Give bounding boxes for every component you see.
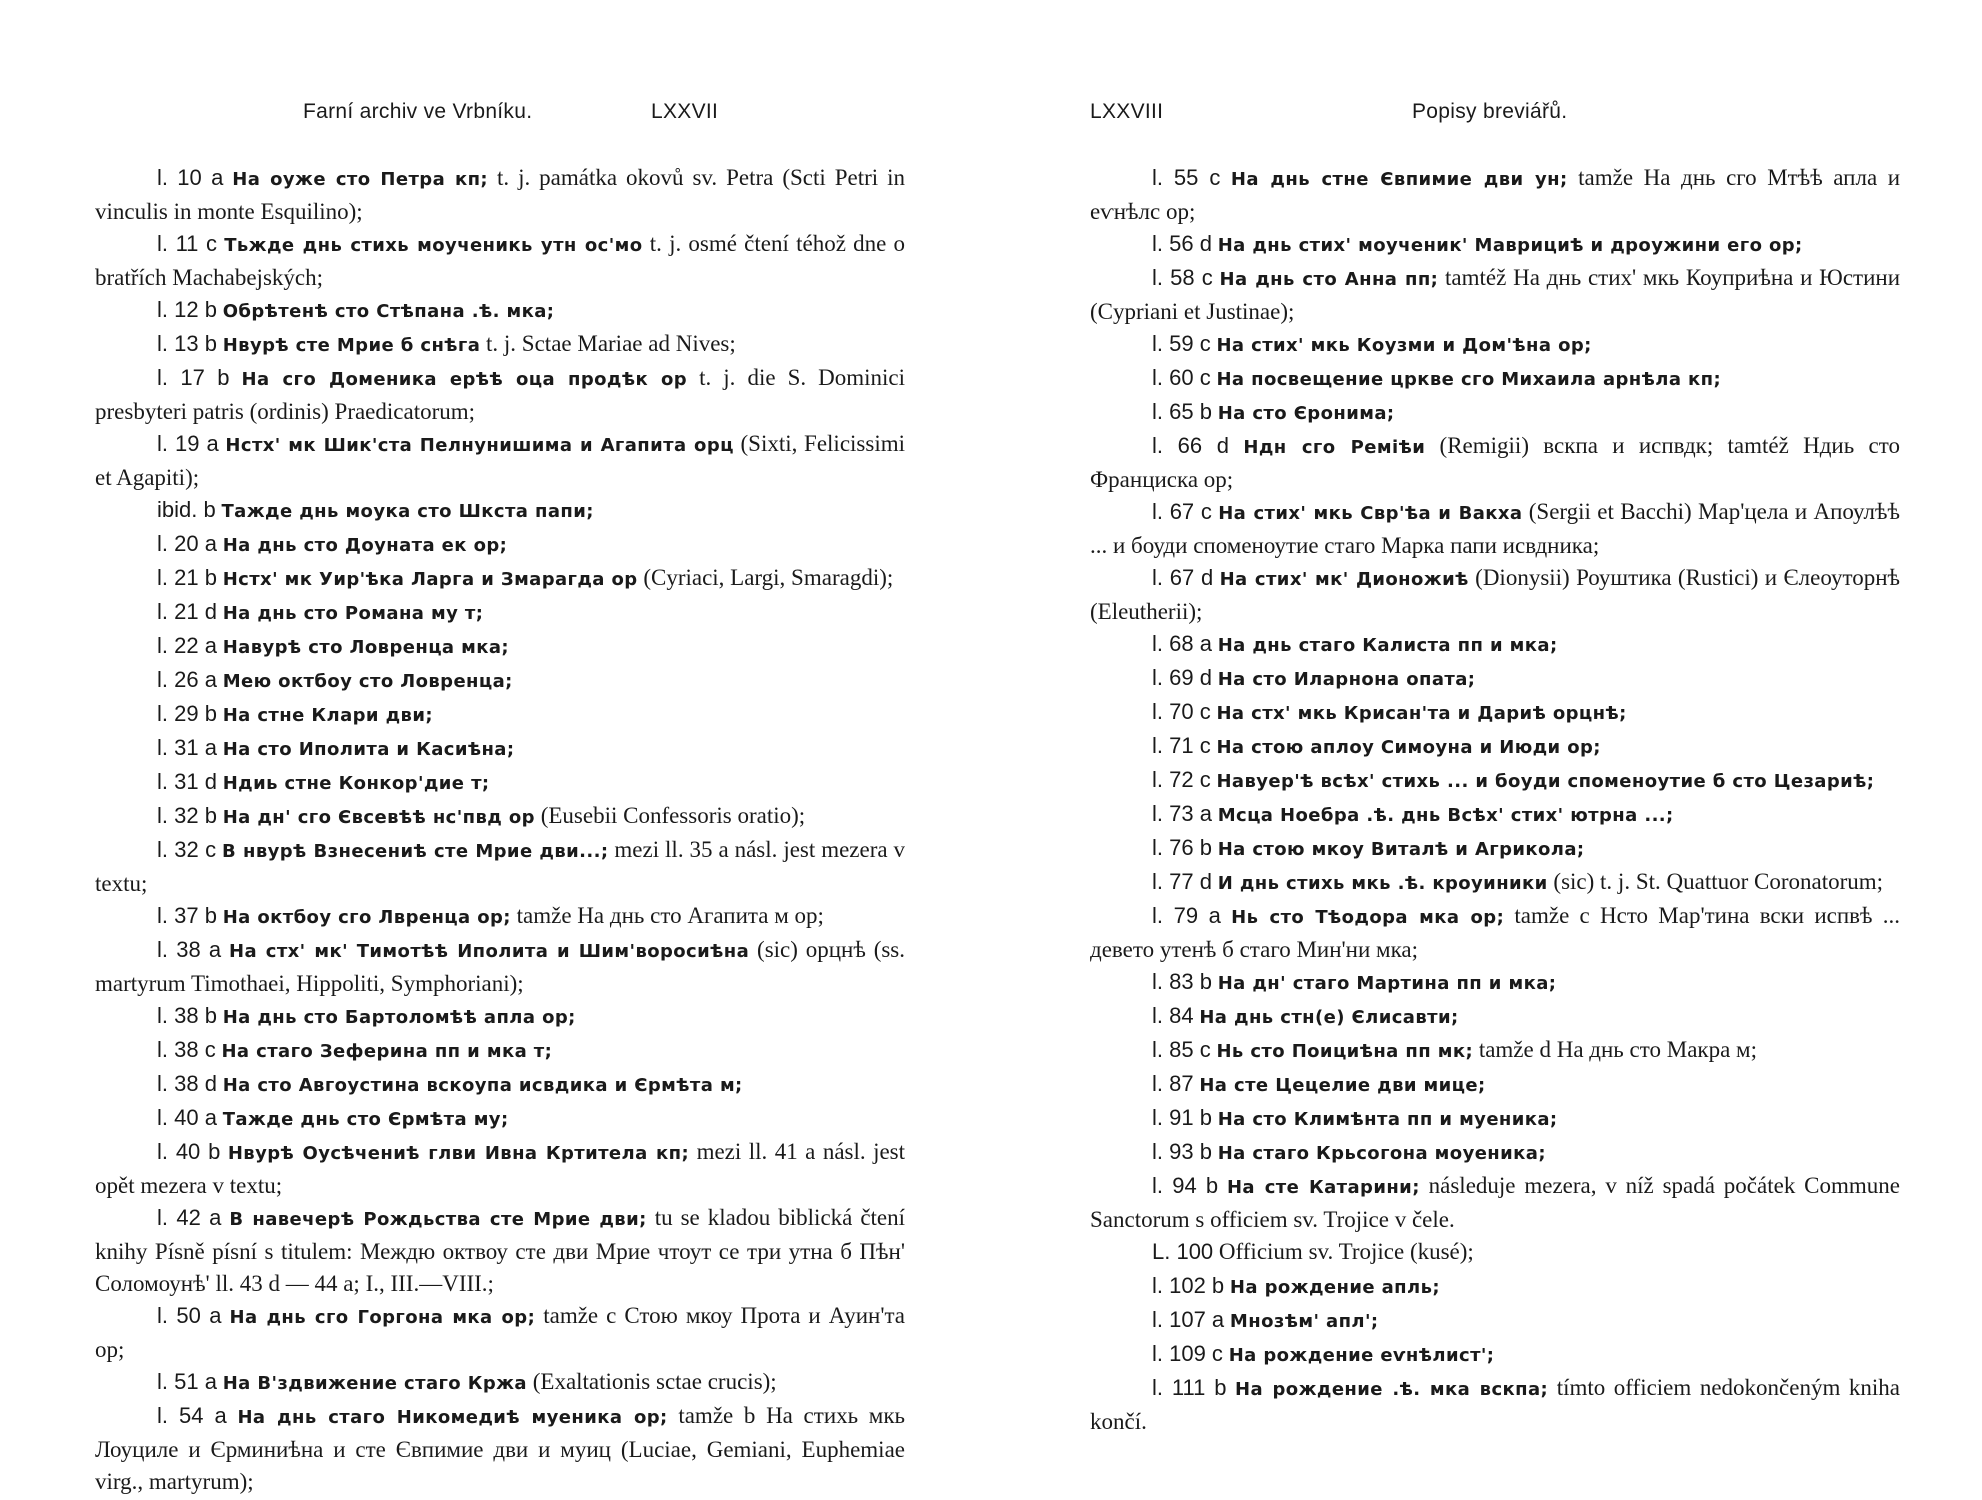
entry-folio-ref: l. 55 c — [1152, 165, 1221, 190]
entry-slavonic-text: Тьжде днь стихь моученикь утн ос'мо — [224, 235, 643, 256]
entry-slavonic-text: Нвурѣ Оусѣчениѣ глви Ивна Кртитела кп; — [227, 1143, 690, 1164]
entry-slavonic-text: На рождение еѵнѣлист'; — [1228, 1345, 1495, 1366]
entry-folio-ref: l. 31 a — [157, 735, 217, 760]
entry-description: (sic) t. j. St. Quattuor Coronatorum; — [1553, 869, 1884, 894]
entry — [1090, 430, 1900, 496]
entry-folio-ref: l. 22 a — [157, 633, 217, 658]
entry-slavonic-text: На стаго Зеферина пп и мка т; — [221, 1041, 553, 1062]
entry-slavonic-text: Навурѣ сто Ловренца мка; — [222, 637, 510, 658]
entry — [1090, 730, 1900, 764]
entry-folio-ref: l. 76 b — [1152, 835, 1212, 860]
entry-folio-ref: l. 65 b — [1152, 399, 1212, 424]
entry-folio-ref: l. 109 c — [1152, 1341, 1223, 1366]
entry-slavonic-text: На рождение .ѣ. мка вскпа; — [1235, 1379, 1549, 1400]
entry — [1090, 1068, 1900, 1102]
entry-description: tamže На днь сто Агапита м ор; — [516, 903, 824, 928]
entry-description: tamže d На днь сто Макра м; — [1478, 1037, 1757, 1062]
entry-folio-ref: l. 21 d — [157, 599, 217, 624]
entry — [95, 162, 905, 228]
entry-slavonic-text: На стх' мк' Тимотѣѣ Иполита и Шим'воросиѣна — [228, 941, 750, 962]
entry-slavonic-text: На сте Цецелие дви мице; — [1199, 1075, 1486, 1096]
entry-folio-ref: l. 84 — [1152, 1003, 1194, 1028]
entry — [95, 766, 905, 800]
entry-folio-ref: l. 54 a — [157, 1403, 227, 1428]
entry-slavonic-text: В навечерѣ Рождьства сте Мрие дви; — [229, 1209, 647, 1230]
entry-slavonic-text: На днь сто Бартоломѣѣ апла ор; — [222, 1007, 576, 1028]
entry-slavonic-text: На стих' мкь Свр'ѣа и Вакха — [1218, 503, 1523, 524]
page-body — [95, 162, 905, 1498]
entry — [1090, 1236, 1900, 1270]
entry-description: Officium sv. Trojice (kusé); — [1218, 1239, 1474, 1264]
entry-folio-ref: l. 87 — [1152, 1071, 1194, 1096]
entry — [1090, 262, 1900, 328]
entry-slavonic-text: На стх' мкь Крисан'та и Дариѣ орцнѣ; — [1216, 703, 1627, 724]
entry-slavonic-text: На днь стаго Калиста пп и мка; — [1217, 635, 1558, 656]
entry — [95, 800, 905, 834]
entry — [95, 328, 905, 362]
entry-slavonic-text: Обрѣтенѣ сто Стѣпана .ѣ. мка; — [222, 301, 555, 322]
entry-slavonic-text: На днь сто Анна пп; — [1219, 269, 1439, 290]
entry-folio-ref: l. 77 d — [1152, 869, 1212, 894]
entry-slavonic-text: Тажде днь моука сто Шкста папи; — [221, 501, 594, 522]
entry-description: (sic) орцнѣ (ss. martyrum Timothaei, Hippoliti, Symphoriani); — [95, 937, 906, 996]
entry — [95, 934, 905, 1000]
entry-folio-ref: l. 26 a — [157, 667, 217, 692]
entry-slavonic-text: На стих' мкь Коузми и Дом'ѣна ор; — [1216, 335, 1592, 356]
entry-slavonic-text: На сто Климѣнта пп и муеника; — [1217, 1109, 1558, 1130]
entry — [1090, 900, 1900, 966]
entry — [1090, 1338, 1900, 1372]
entry — [1090, 328, 1900, 362]
entry-folio-ref: l. 111 b — [1152, 1375, 1227, 1400]
entry-slavonic-text: На днь стне Євпимие дви ун; — [1230, 169, 1568, 190]
entry-folio-ref: l. 38 c — [157, 1037, 216, 1062]
entry-folio-ref: l. 13 b — [157, 331, 217, 356]
running-head: Popisy breviářů. — [1412, 100, 1568, 123]
entry-slavonic-text: На сто Иполита и Касиѣна; — [222, 739, 515, 760]
entry-description: tímto officiem nedokončeným kniha končí. — [1090, 1375, 1900, 1434]
entry — [1090, 628, 1900, 662]
entry-slavonic-text: На рождение апль; — [1229, 1277, 1440, 1298]
entry-description: mezi ll. 35 a násl. jest mezera v textu; — [95, 837, 906, 896]
entry-slavonic-text: Тажде днь сто Єрмѣта му; — [222, 1109, 509, 1130]
page-body — [1090, 162, 1900, 1438]
entry-description: (Eusebii Confessoris oratio); — [540, 803, 806, 828]
entry-slavonic-text: На октбоу сго Лвренца ор; — [222, 907, 511, 928]
entry-folio-ref: l. 91 b — [1152, 1105, 1212, 1130]
entry — [1090, 832, 1900, 866]
entry — [95, 900, 905, 934]
entry — [1090, 562, 1900, 628]
entry-folio-ref: l. 51 a — [157, 1369, 217, 1394]
entry-folio-ref: l. 19 a — [157, 431, 219, 456]
entry-folio-ref: l. 20 a — [157, 531, 217, 556]
entry — [95, 494, 905, 528]
entry-slavonic-text: Нь сто Поициѣна пп мк; — [1216, 1041, 1474, 1062]
entry-folio-ref: l. 107 a — [1152, 1307, 1225, 1332]
entry — [1090, 696, 1900, 730]
entry-slavonic-text: Нвурѣ сте Мрие б снѣга — [222, 335, 481, 356]
entry-slavonic-text: На днь сто Доуната ек ор; — [222, 535, 508, 556]
entry-description: (Sergii et Bacchi) Мар'цела и Апоулѣѣ ... и боуди споменоутие стаго Марка папи исвдника; — [1090, 499, 1900, 558]
entry-description: tamže c Стою мкоу Прота и Ауин'та ор; — [95, 1303, 906, 1362]
entry-folio-ref: l. 38 b — [157, 1003, 217, 1028]
entry — [1090, 1304, 1900, 1338]
entry — [95, 562, 905, 596]
entry — [1090, 764, 1900, 798]
entry-slavonic-text: На стаго Крьсогона моуеника; — [1217, 1143, 1546, 1164]
entry-description: t. j. Sctae Mariae ad Nives; — [486, 331, 736, 356]
entry — [95, 1136, 905, 1202]
entry-slavonic-text: Нь сто Тѣодора мка ор; — [1231, 907, 1505, 928]
entry-description: t. j. památka okovů sv. Petra (Scti Petri in vinculis in monte Esquilino); — [95, 165, 905, 224]
entry-folio-ref: l. 50 a — [157, 1303, 222, 1328]
entry-folio-ref: l. 69 d — [1152, 665, 1212, 690]
entry-slavonic-text: На днь сто Романа му т; — [222, 603, 484, 624]
entry-folio-ref: l. 29 b — [157, 701, 217, 726]
entry — [1090, 228, 1900, 262]
entry-slavonic-text: На посвещение цркве сго Михаила арнѣла кп; — [1216, 369, 1722, 390]
entry — [95, 1034, 905, 1068]
entry-description: (Sixti, Felicissimi et Agapiti); — [95, 431, 905, 490]
entry-slavonic-text: На стих' мк' Дионожиѣ — [1219, 569, 1469, 590]
entry-description: t. j. die S. Dominici presbyteri patris (ordinis) Praedicatorum; — [95, 365, 906, 424]
entry-slavonic-text: На днь стаго Никомедиѣ муеника ор; — [237, 1407, 668, 1428]
entry-slavonic-text: На сто Єронима; — [1217, 403, 1395, 424]
entry-slavonic-text: На сто Авгоустина вскоупа исвдика и Єрмѣта м; — [222, 1075, 743, 1096]
entry-description: tamže c Нсто Мар'тина вски испвѣ ... девето утенѣ б стаго Мин'ни мка; — [1090, 903, 1901, 962]
entry-slavonic-text: Мнозѣм' апл'; — [1229, 1311, 1379, 1332]
entry-folio-ref: l. 11 c — [157, 231, 217, 256]
entry-folio-ref: l. 56 d — [1152, 231, 1212, 256]
entry-folio-ref: ibid. b — [157, 497, 216, 522]
entry-folio-ref: l. 68 a — [1152, 631, 1212, 656]
entry-folio-ref: l. 32 b — [157, 803, 217, 828]
running-head: Farní archiv ve Vrbníku. — [303, 100, 533, 123]
entry — [95, 1102, 905, 1136]
right-page — [1090, 0, 1900, 1500]
entry-slavonic-text: И днь стихь мкь .ѣ. кроуиники — [1217, 873, 1548, 894]
entry-folio-ref: l. 70 c — [1152, 699, 1211, 724]
entry-folio-ref: l. 60 c — [1152, 365, 1211, 390]
entry-slavonic-text: На оуже сто Петра кп; — [232, 169, 489, 190]
entry-slavonic-text: В нвурѣ Взнесениѣ сте Мрие дви...; — [222, 841, 609, 862]
entry-folio-ref: l. 67 c — [1152, 499, 1212, 524]
entry — [95, 630, 905, 664]
entry-description: tamže b На стихь мкь Лоуциле и Єрминиѣна и сте Євпимие дви и муиц (Luciae, Gemiani, Euphemiae virg., martyrum); — [95, 1403, 906, 1494]
entry-folio-ref: l. 73 a — [1152, 801, 1212, 826]
entry — [1090, 1102, 1900, 1136]
entry-slavonic-text: На В'здвижение стаго Кржа — [222, 1373, 527, 1394]
entry-slavonic-text: На днь сго Горгона мка ор; — [229, 1307, 536, 1328]
entry — [95, 228, 905, 294]
entry-description: tamtéž На днь стих' мкь Коуприѣна и Юстини (Cypriani et Justinae); — [1090, 265, 1901, 324]
entry-folio-ref: l. 37 b — [157, 903, 217, 928]
entry — [95, 1400, 905, 1498]
entry-folio-ref: l. 83 b — [1152, 969, 1212, 994]
entry-description: tamže На днь сго Мтѣѣ апла и еѵнѣлс ор; — [1090, 165, 1901, 224]
entry-folio-ref: l. 59 c — [1152, 331, 1211, 356]
entry — [1090, 1170, 1900, 1236]
page-number: LXXVII — [651, 100, 719, 123]
entry-folio-ref: l. 72 c — [1152, 767, 1211, 792]
entry — [95, 732, 905, 766]
entry-folio-ref: l. 67 d — [1152, 565, 1214, 590]
entry-folio-ref: l. 94 b — [1152, 1173, 1219, 1198]
entry — [1090, 798, 1900, 832]
entry-folio-ref: l. 42 a — [157, 1205, 222, 1230]
entry-slavonic-text: Ндн сго Реміѣи — [1243, 437, 1426, 458]
entry — [95, 1366, 905, 1400]
entry — [1090, 662, 1900, 696]
entry-slavonic-text: На дн' сго Євсевѣѣ нс'пвд ор — [222, 807, 535, 828]
entry-description: mezi ll. 41 a násl. jest opět mezera v textu; — [95, 1139, 906, 1198]
entry-folio-ref: l. 21 b — [157, 565, 217, 590]
entry-folio-ref: l. 85 c — [1152, 1037, 1211, 1062]
entry — [1090, 396, 1900, 430]
entry — [95, 1000, 905, 1034]
entry-folio-ref: l. 40 b — [157, 1139, 221, 1164]
entry-description: následuje mezera, v níž spadá počátek Commune Sanctorum s officiem sv. Trojice v čele. — [1090, 1173, 1900, 1232]
entry-folio-ref: l. 32 c — [157, 837, 217, 862]
entry — [95, 834, 905, 900]
entry-description: t. j. osmé čtení téhož dne o bratřích Machabejských; — [95, 231, 906, 290]
entry-slavonic-text: На сго Доменика ерѣѣ оца продѣк ор — [241, 369, 688, 390]
left-page — [95, 0, 905, 1500]
entry-slavonic-text: На дн' стаго Мартина пп и мка; — [1217, 973, 1557, 994]
entry-folio-ref: l. 66 d — [1152, 433, 1230, 458]
entry — [95, 362, 905, 428]
entry — [1090, 1372, 1900, 1438]
entry-folio-ref: l. 38 d — [157, 1071, 217, 1096]
entry — [1090, 1136, 1900, 1170]
entry-slavonic-text: На стою мкоу Виталѣ и Агрикола; — [1217, 839, 1585, 860]
entry — [95, 596, 905, 630]
entry-folio-ref: l. 17 b — [157, 365, 230, 390]
entry-folio-ref: l. 40 a — [157, 1105, 217, 1130]
entry-folio-ref: l. 31 d — [157, 769, 217, 794]
entry-description: (Exaltationis sctae crucis); — [532, 1369, 777, 1394]
entry — [95, 1068, 905, 1102]
entry — [95, 428, 905, 494]
entry-folio-ref: l. 79 a — [1152, 903, 1221, 928]
entry-description: (Remigii) вскпа и испвдк; tamtéž Ндиь сто Франциска ор; — [1090, 433, 1900, 492]
entry — [1090, 1000, 1900, 1034]
page-number: LXXVIII — [1090, 100, 1164, 123]
entry-folio-ref: l. 10 a — [157, 165, 224, 190]
entry-folio-ref: l. 71 c — [1152, 733, 1211, 758]
entry-slavonic-text: На сто Иларнона опата; — [1217, 669, 1476, 690]
entry — [1090, 1270, 1900, 1304]
entry — [1090, 866, 1900, 900]
entry-description: (Cyriaci, Largi, Smaragdi); — [643, 565, 894, 590]
entry-slavonic-text: На днь стих' моученик' Маврициѣ и дроужини его ор; — [1217, 235, 1803, 256]
entry-folio-ref: l. 93 b — [1152, 1139, 1212, 1164]
entry — [1090, 162, 1900, 228]
entry-description: (Dionysii) Роуштика (Rustici) и Єлеоуторнѣ (Eleutherii); — [1090, 565, 1901, 624]
entry-description: tu se kladou biblická čtení knihy Písně písní s titulem: Междю октвоу сте дви Мрие чтоут се три утна б Пѣн' Соломоунѣ' ll. 43 d — 44 a; I., III.—VIII.; — [95, 1205, 906, 1296]
entry — [95, 664, 905, 698]
entry-slavonic-text: Мсца Ноебра .ѣ. днь Всѣх' стих' ютрна ...; — [1217, 805, 1674, 826]
entry-slavonic-text: Навуер'ѣ всѣх' стихь ... и боуди споменоутие б сто Цезариѣ; — [1216, 771, 1875, 792]
entry-slavonic-text: На стне Клари дви; — [222, 705, 433, 726]
entry — [95, 294, 905, 328]
entry — [1090, 966, 1900, 1000]
entry — [1090, 362, 1900, 396]
entry-slavonic-text: Нстх' мк Уир'ѣка Ларга и Змарагда ор — [222, 569, 638, 590]
entry-folio-ref: L. 100 — [1152, 1239, 1214, 1264]
entry — [1090, 496, 1900, 562]
entry-folio-ref: l. 102 b — [1152, 1273, 1225, 1298]
entry — [95, 698, 905, 732]
entry — [95, 1300, 905, 1366]
entry-slavonic-text: На стою аплоу Симоуна и Июди ор; — [1216, 737, 1601, 758]
entry — [95, 1202, 905, 1300]
entry-slavonic-text: На днь стн(е) Єлисавти; — [1199, 1007, 1459, 1028]
entry-folio-ref: l. 58 c — [1152, 265, 1213, 290]
entry — [95, 528, 905, 562]
entry-slavonic-text: Нстх' мк Шик'ста Пелнунишима и Агапита орц — [225, 435, 734, 456]
entry-slavonic-text: На сте Катарини; — [1226, 1177, 1420, 1198]
entry-folio-ref: l. 38 a — [157, 937, 222, 962]
entry-folio-ref: l. 12 b — [157, 297, 217, 322]
entry-slavonic-text: Мею октбоу сто Ловренца; — [222, 671, 513, 692]
entry-slavonic-text: Ндиь стне Конкор'дие т; — [222, 773, 490, 794]
entry — [1090, 1034, 1900, 1068]
